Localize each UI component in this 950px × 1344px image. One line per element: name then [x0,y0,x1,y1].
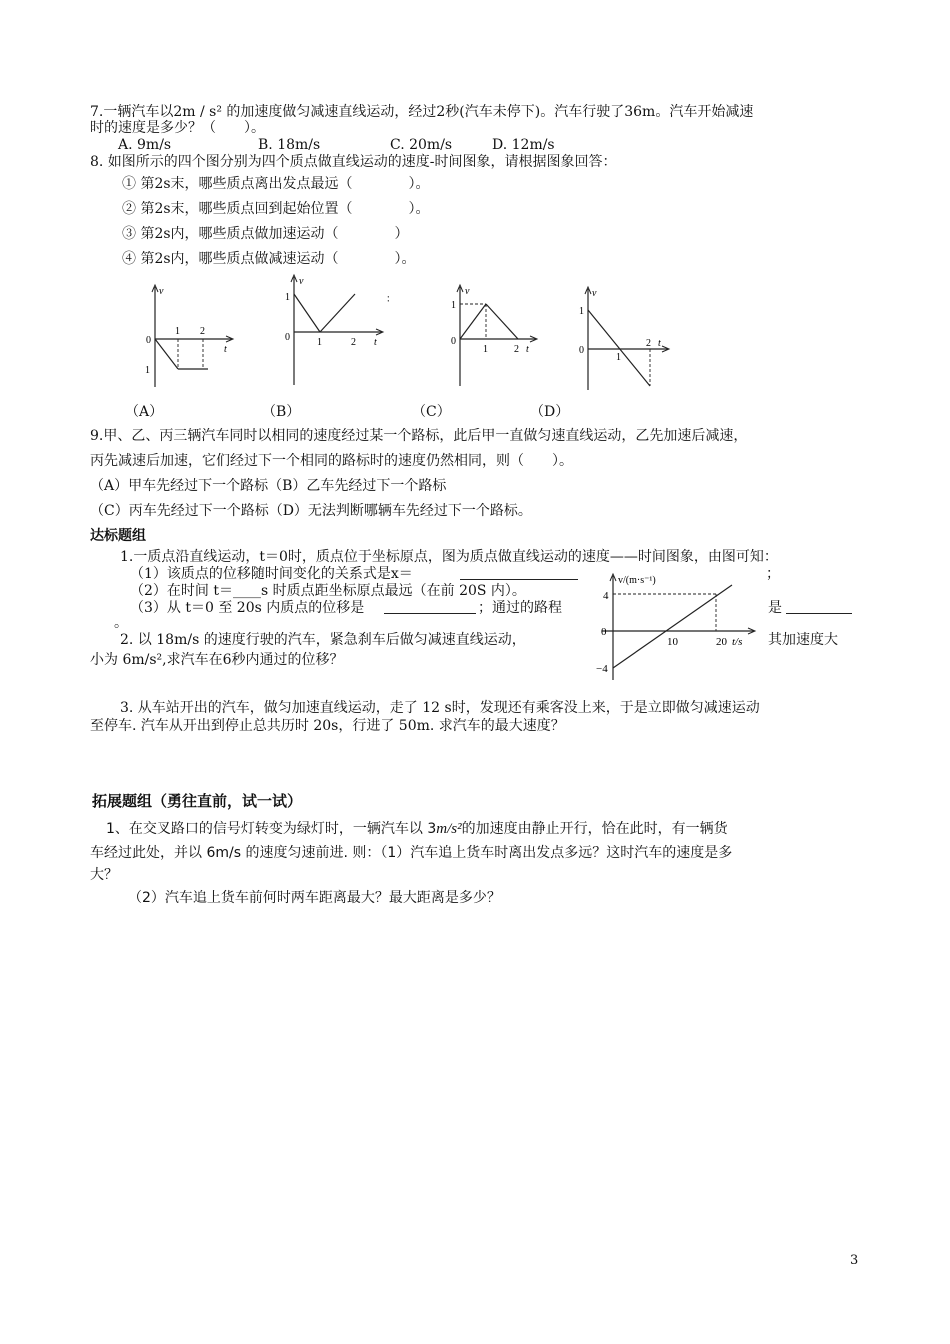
q8-stem: 8. 如图所示的四个图分别为四个质点做直线运动的速度-时间图象，请根据图象回答： [90,154,617,170]
dabiao-graph-x-unit: t/s [732,636,743,648]
dabiao-heading: 达标题组 [90,528,146,544]
q7-option-d: D. 12m/s [492,137,555,153]
graph-b-t-label: t [374,337,377,348]
tuozhan-line-1a: 1、在交叉路口的信号灯转变为绿灯时，一辆汽车以 3 [106,821,437,837]
dabiao-graph-ylabel: v/(m·s⁻¹) [618,575,656,586]
graph-a-tick-1: 1 [175,326,180,337]
graph-d-caption: （D） [530,404,570,420]
dabiao-p3-line-1: 3. 从车站开出的汽车，做匀加速直线运动，走了 12 s时，发现还有乘客没上来，于是立即做匀减速运动 [120,700,760,716]
q7-line-2: 时的速度是多少？（ ）。 [90,120,265,136]
graph-c-tick-v1: 1 [451,300,456,311]
q8-sub-1: ① 第2s末，哪些质点离出发点最远（ ）。 [122,176,430,192]
dabiao-p1-s2: （2）在时间 t＝____s 时质点距坐标原点最远（在前 20S 内）。 [130,583,526,599]
dabiao-p1-s3-end: 是 [768,600,782,616]
dabiao-graph-y-bottom: −4 [596,663,608,675]
graph-c-tick-2: 2 [514,344,519,355]
graph-a-tick-2: 2 [200,326,205,337]
graph-b-tick-1: 1 [317,337,322,348]
page-number: 3 [850,1253,859,1268]
graph-b-tick-v1: 1 [285,292,290,303]
dabiao-p1-s3: （3）从 t＝0 至 20s 内质点的位移是 [130,600,365,616]
graph-a-minus-one: 1 [145,365,150,376]
graph-a [140,282,240,392]
tuozhan-line-1 [106,820,728,838]
q8-sub-3: ③ 第2s内，哪些质点做加速运动（ ） [122,226,409,242]
q8-sub-2: ② 第2s末，哪些质点回到起始位置（ ）。 [122,201,430,217]
dabiao-p1-dot: 。 [114,615,128,631]
graph-b [282,272,396,390]
dabiao-p1-s3-blank-2 [786,599,852,614]
q7-option-a: A. 9m/s [118,137,172,153]
dabiao-p1-line: 1.一质点沿直线运动，t＝0时，质点位于坐标原点，图为质点做直线运动的速度——时间图象，由图可知： [120,549,778,565]
graph-b-v-label: v [299,276,304,287]
graph-b-zero: 0 [285,332,290,343]
dabiao-p2-line-1-end: 其加速度大 [768,632,838,648]
graph-c-zero: 0 [451,336,456,347]
dabiao-p2-line-1: 2. 以 18m/s 的速度行驶的汽车，紧急刹车后做匀减速直线运动， [120,632,526,648]
dabiao-p1-s3b: ；通过的路程 [478,600,562,616]
graph-c-caption: （C） [412,404,451,420]
q9-line-2: 丙先减速后加速，它们经过下一个相同的路标时的速度仍然相同，则（ ）。 [90,453,573,469]
q9-options-2: （C）丙车先经过下一个路标（D）无法判断哪辆车先经过下一个路标。 [90,503,532,519]
graph-c-tick-1: 1 [483,344,488,355]
dabiao-graph-x-mid: 10 [667,636,678,648]
graph-c [448,282,548,390]
graph-c-v-label: v [465,286,470,297]
graph-d [576,284,676,394]
graph-d-tick-2: 2 [646,338,651,349]
q7-option-c: C. 20m/s [390,137,453,153]
graph-a-v-label: v [159,286,164,297]
q8-sub-4: ④ 第2s内，哪些质点做减速运动（ ）。 [122,251,416,267]
dabiao-graph-x-end: 20 [716,636,727,648]
dabiao-p1-s3-blank [384,599,476,614]
tuozhan-accel-unit: m/s² [436,821,462,837]
graph-a-zero: 0 [146,335,151,346]
dabiao-p1-s1: （1）该质点的位移随时间变化的关系式是x＝ [130,566,413,582]
dabiao-graph-y-top: 4 [603,590,609,602]
graph-b-caption: （B） [262,404,301,420]
graph-a-caption: （A） [125,404,164,420]
graph-c-t-label: t [526,344,529,355]
graph-d-zero: 0 [579,345,584,356]
graph-b-tick-2: 2 [351,337,356,348]
q7-line-1: 7.一辆汽车以2m / s² 的加速度做匀减速直线运动，经过2秒(汽车未停下)。汽车行驶了36m。汽车开始减速 [90,104,754,120]
graph-d-v-label: v [592,288,597,299]
graph-d-t-label: t [658,338,661,349]
graph-a-t-label: t [224,344,227,355]
dabiao-p2-line-2: 小为 6m/s²,求汽车在6秒内通过的位移？ [90,652,344,668]
q7-option-b: B. 18m/s [258,137,321,153]
dabiao-p1-s1-blank [460,565,578,580]
graph-b-stray-mark: ： [386,294,396,305]
tuozhan-line-4: （2）汽车追上货车前何时两车距离最大？最大距离是多少？ [128,890,501,906]
graph-d-tick-1: 1 [616,352,621,363]
dabiao-graph-y-zero: 0 [601,626,607,638]
dabiao-vt-graph [592,568,762,683]
q9-line-1: 9.甲、乙、丙三辆汽车同时以相同的速度经过某一个路标，此后甲一直做匀速直线运动，乙先加速后减速， [90,428,748,444]
tuozhan-line-3: 大？ [90,867,118,883]
dabiao-p3-line-2: 至停车. 汽车从开出到停止总共历时 20s，行进了 50m. 求汽车的最大速度？ [90,718,565,734]
tuozhan-line-2: 车经过此处，并以 6m/s 的速度匀速前进. 则：（1）汽车追上货车时离出发点多远？这时汽车的速度是多 [90,845,733,861]
tuozhan-heading: 拓展题组（勇往直前，试一试） [92,792,303,810]
graph-d-tick-v1: 1 [579,306,584,317]
q9-options-1: （A）甲车先经过下一个路标（B）乙车先经过下一个路标 [90,478,447,494]
tuozhan-line-1b: 的加速度由静止开行，恰在此时，有一辆货 [461,821,728,837]
dabiao-p1-s1-end: ； [766,566,780,582]
